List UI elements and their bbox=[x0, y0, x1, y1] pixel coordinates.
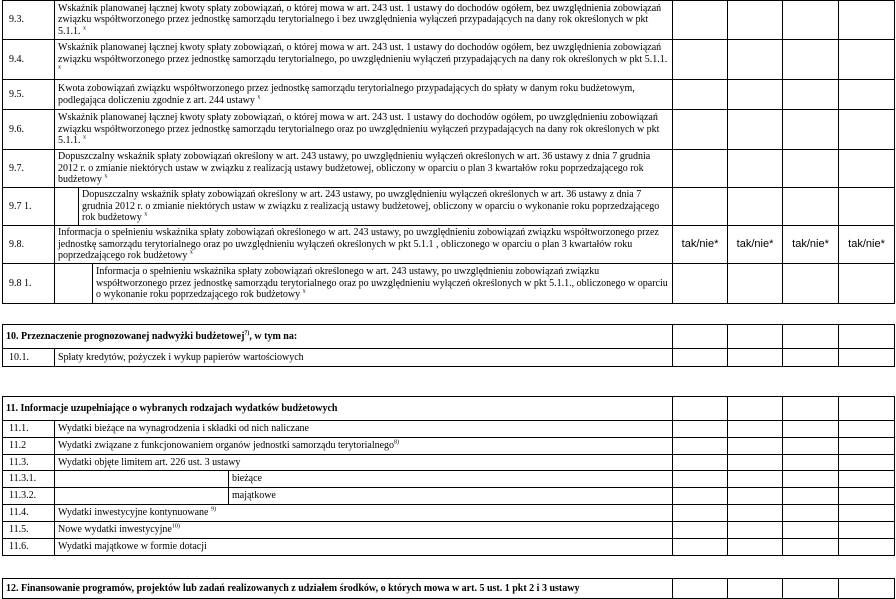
value-cell[interactable] bbox=[839, 505, 895, 522]
table-row bbox=[3, 539, 895, 556]
row-number: 9.7. bbox=[3, 150, 55, 188]
value-cell[interactable] bbox=[673, 488, 728, 505]
row-text: Wydatki objęte limitem art. 226 ust. 3 ustawy bbox=[55, 455, 673, 471]
table-row bbox=[3, 349, 895, 367]
row-number: 9.6. bbox=[3, 110, 55, 150]
value-cell[interactable] bbox=[673, 110, 728, 150]
value-cell[interactable] bbox=[783, 579, 839, 599]
indent-cell bbox=[55, 471, 229, 488]
value-cell[interactable] bbox=[783, 110, 839, 150]
value-cell[interactable] bbox=[783, 1, 839, 40]
value-cell[interactable] bbox=[728, 579, 783, 599]
value-cell[interactable] bbox=[673, 539, 728, 556]
value-cell[interactable] bbox=[728, 438, 783, 455]
value-cell[interactable] bbox=[839, 471, 895, 488]
row-number: 11.2 bbox=[3, 438, 55, 455]
value-cell[interactable] bbox=[839, 1, 895, 40]
row-number: 9.3. bbox=[3, 1, 55, 40]
section10-table bbox=[2, 324, 895, 367]
value-cell[interactable] bbox=[839, 488, 895, 505]
value-cell[interactable] bbox=[839, 522, 895, 539]
value-cell[interactable] bbox=[839, 110, 895, 150]
value-cell[interactable] bbox=[728, 505, 783, 522]
row-text: Wydatki bieżące na wynagrodzenia i składki od nich naliczane bbox=[55, 421, 673, 438]
value-cell[interactable] bbox=[783, 264, 839, 304]
value-cell[interactable] bbox=[673, 421, 728, 438]
yes-no-cell[interactable]: tak/nie* bbox=[673, 226, 728, 264]
value-cell[interactable] bbox=[728, 349, 783, 367]
table-row bbox=[3, 40, 895, 80]
table-row bbox=[3, 150, 895, 188]
row-text: Nowe wydatki inwestycyjne$^{10)}$ bbox=[55, 522, 673, 539]
value-cell[interactable] bbox=[673, 188, 728, 226]
indent-cell bbox=[55, 188, 79, 226]
value-cell[interactable] bbox=[673, 40, 728, 80]
value-cell[interactable] bbox=[839, 188, 895, 226]
value-cell[interactable] bbox=[673, 471, 728, 488]
value-cell[interactable] bbox=[728, 455, 783, 471]
section9-table bbox=[2, 0, 895, 304]
value-cell[interactable] bbox=[673, 1, 728, 40]
yes-no-cell[interactable]: tak/nie* bbox=[839, 226, 895, 264]
row-number: 11.3. bbox=[3, 455, 55, 471]
value-cell[interactable] bbox=[839, 349, 895, 367]
value-cell[interactable] bbox=[673, 579, 728, 599]
value-cell[interactable] bbox=[728, 1, 783, 40]
value-cell[interactable] bbox=[673, 150, 728, 188]
value-cell[interactable] bbox=[728, 488, 783, 505]
value-cell[interactable] bbox=[839, 438, 895, 455]
value-cell[interactable] bbox=[839, 539, 895, 556]
section-header-row bbox=[3, 397, 895, 421]
value-cell[interactable] bbox=[728, 325, 783, 349]
value-cell[interactable] bbox=[673, 349, 728, 367]
row-text: Informacja o spełnieniu wskaźnika spłaty zobowiązań określonego w art. 243 ustawy, po uwzględnieniu zobowiązań związku współtworzonego przez jednostkę samorządu terytorialnego oraz po uwzględnieniu wyłączeń określonych w pkt 5.1.1 , obliczonego w oparciu o plan 3 kwartałów roku poprzedzającego rok budżetowy $^x$ bbox=[55, 226, 673, 264]
row-text: Dopuszczalny wskaźnik spłaty zobowiązań określony w art. 243 ustawy, po uwzględnieniu wyłączeń określonych w art. 36 ustawy z dnia 7 grudnia 2012 r. o zmianie niektórych ustaw w związku z realizacją ustawy budżetowej, obliczony w oparciu o wykonanie roku poprzedzającego rok budżetowy $^x$ bbox=[79, 188, 673, 226]
row-number: 10.1. bbox=[3, 349, 55, 367]
value-cell[interactable] bbox=[673, 505, 728, 522]
section-header-row bbox=[3, 325, 895, 349]
value-cell[interactable] bbox=[783, 188, 839, 226]
table-row bbox=[3, 1, 895, 40]
value-cell[interactable] bbox=[783, 349, 839, 367]
row-text: Spłaty kredytów, pożyczek i wykup papierów wartościowych bbox=[55, 349, 673, 367]
value-cell[interactable] bbox=[728, 80, 783, 110]
yes-no-cell[interactable]: tak/nie* bbox=[728, 226, 783, 264]
value-cell[interactable] bbox=[783, 325, 839, 349]
table-row bbox=[3, 488, 895, 505]
value-cell[interactable] bbox=[673, 522, 728, 539]
table-row bbox=[3, 522, 895, 539]
value-cell[interactable] bbox=[673, 325, 728, 349]
row-number: 9.7 1. bbox=[3, 188, 55, 226]
section-title: 10. Przeznaczenie prognozowanej nadwyżki budżetowej$^{7)}$, w tym na: bbox=[3, 325, 673, 349]
row-text: Kwota zobowiązań związku współtworzonego przez jednostkę samorządu terytorialnego przypadających do spłaty w danym roku budżetowym, podlegająca doliczeniu zgodnie z art. 244 ustawy $^x$ bbox=[55, 80, 673, 110]
value-cell[interactable] bbox=[839, 40, 895, 80]
row-number: 9.8 1. bbox=[3, 264, 55, 304]
value-cell[interactable] bbox=[728, 150, 783, 188]
value-cell[interactable] bbox=[839, 325, 895, 349]
value-cell[interactable] bbox=[783, 488, 839, 505]
value-cell[interactable] bbox=[839, 455, 895, 471]
value-cell[interactable] bbox=[728, 110, 783, 150]
value-cell[interactable] bbox=[673, 397, 728, 421]
value-cell[interactable] bbox=[783, 40, 839, 80]
row-text: majątkowe bbox=[229, 488, 673, 505]
table-row bbox=[3, 188, 895, 226]
value-cell[interactable] bbox=[728, 471, 783, 488]
row-text: Wydatki majątkowe w formie dotacji bbox=[55, 539, 673, 556]
row-text: Wydatki związane z funkcjonowaniem organów jednostki samorządu terytorialnego$^{8)}$ bbox=[55, 438, 673, 455]
value-cell[interactable] bbox=[783, 438, 839, 455]
table-row bbox=[3, 110, 895, 150]
value-cell[interactable] bbox=[728, 397, 783, 421]
section-title: 11. Informacje uzupełniające o wybranych rodzajach wydatków budżetowych bbox=[3, 397, 673, 421]
section12-table bbox=[2, 578, 895, 599]
row-text: Dopuszczalny wskaźnik spłaty zobowiązań określony w art. 243 ustawy, po uwzględnieniu wyłączeń określonych w art. 36 ustawy z dnia 7 grudnia 2012 r. o zmianie niektórych ustaw w związku z realizacją ustawy budżetowej, obliczony w oparciu o plan 3 kwartałów roku poprzedzającego rok budżetowy $^x$ bbox=[55, 150, 673, 188]
value-cell[interactable] bbox=[839, 397, 895, 421]
indent-cell bbox=[55, 488, 229, 505]
value-cell[interactable] bbox=[783, 80, 839, 110]
value-cell[interactable] bbox=[728, 421, 783, 438]
value-cell[interactable] bbox=[673, 438, 728, 455]
table-row bbox=[3, 505, 895, 522]
value-cell[interactable] bbox=[783, 150, 839, 188]
table-row bbox=[3, 226, 895, 264]
row-number: 9.4. bbox=[3, 40, 55, 80]
row-number: 11.1. bbox=[3, 421, 55, 438]
row-text: Wskaźnik planowanej łącznej kwoty spłaty zobowiązań, o której mowa w art. 243 ust. 1 ustawy do dochodów ogółem, bez uwzględnienia zobowiązań związku współtworzonego przez jednostkę samorządu terytorialnego i bez uwzględnienia wyłączeń przypadających na dany rok określonych w pkt 5.1.1. $^x$ bbox=[55, 1, 673, 40]
section11-table bbox=[2, 396, 895, 556]
value-cell[interactable] bbox=[839, 421, 895, 438]
yes-no-cell[interactable]: tak/nie* bbox=[783, 226, 839, 264]
row-number: 11.4. bbox=[3, 505, 55, 522]
value-cell[interactable] bbox=[783, 471, 839, 488]
indent-cell bbox=[55, 264, 93, 304]
table-row bbox=[3, 264, 895, 304]
row-number: 11.3.2. bbox=[3, 488, 55, 505]
value-cell[interactable] bbox=[783, 505, 839, 522]
table-row bbox=[3, 80, 895, 110]
value-cell[interactable] bbox=[728, 522, 783, 539]
value-cell[interactable] bbox=[783, 397, 839, 421]
value-cell[interactable] bbox=[839, 80, 895, 110]
row-text: Wskaźnik planowanej łącznej kwoty spłaty zobowiązań, o której mowa w art. 243 ust. 1 ustawy do dochodów ogółem, po uwzględnieniu zobowiązań związku współtworzonego przez jednostkę samorządu terytorialnego oraz po uwzględnieniu wyłączeń przypadających na dany rok określonych w pkt 5.1.1. $^x$ bbox=[55, 110, 673, 150]
value-cell[interactable] bbox=[839, 264, 895, 304]
row-text: Wydatki inwestycyjne kontynuowane $^{9)}$ bbox=[55, 505, 673, 522]
value-cell[interactable] bbox=[673, 455, 728, 471]
table-row bbox=[3, 471, 895, 488]
table-row bbox=[3, 438, 895, 455]
row-text: Informacja o spełnieniu wskaźnika spłaty zobowiązań określonego w art. 243 ustawy, po uwzględnieniu zobowiązań związku współtworzonego przez jednostkę samorządu terytorialnego oraz po uwzględnieniu wyłączeń określonych w pkt 5.1.1., obliczonego w oparciu o wykonanie roku poprzedzającego rok budżetowy $^x$ bbox=[93, 264, 673, 304]
row-number: 11.5. bbox=[3, 522, 55, 539]
section-title: 12. Finansowanie programów, projektów lub zadań realizowanych z udziałem środków, o których mowa w art. 5 ust. 1 pkt 2 i 3 ustawy bbox=[3, 579, 673, 599]
value-cell[interactable] bbox=[673, 264, 728, 304]
value-cell[interactable] bbox=[839, 150, 895, 188]
value-cell[interactable] bbox=[783, 421, 839, 438]
value-cell[interactable] bbox=[728, 264, 783, 304]
row-number: 11.3.1. bbox=[3, 471, 55, 488]
row-text: bieżące bbox=[229, 471, 673, 488]
value-cell[interactable] bbox=[783, 455, 839, 471]
row-text: Wskaźnik planowanej łącznej kwoty spłaty zobowiązań, o której mowa w art. 243 ust. 1 ustawy do dochodów ogółem, bez uwzględnienia zobowiązań związku współtworzonego przez jednostkę samorządu terytorialnego, po uwzględnieniu wyłączeń przypadających na dany rok określonych w pkt 5.1.1. $^x$ bbox=[55, 40, 673, 80]
value-cell[interactable] bbox=[728, 539, 783, 556]
value-cell[interactable] bbox=[728, 188, 783, 226]
value-cell[interactable] bbox=[728, 40, 783, 80]
value-cell[interactable] bbox=[839, 579, 895, 599]
row-number: 9.5. bbox=[3, 80, 55, 110]
value-cell[interactable] bbox=[783, 539, 839, 556]
value-cell[interactable] bbox=[673, 80, 728, 110]
row-number: 11.6. bbox=[3, 539, 55, 556]
value-cell[interactable] bbox=[783, 522, 839, 539]
row-number: 9.8. bbox=[3, 226, 55, 264]
table-row bbox=[3, 421, 895, 438]
table-row bbox=[3, 455, 895, 471]
section-header-row bbox=[3, 579, 895, 599]
